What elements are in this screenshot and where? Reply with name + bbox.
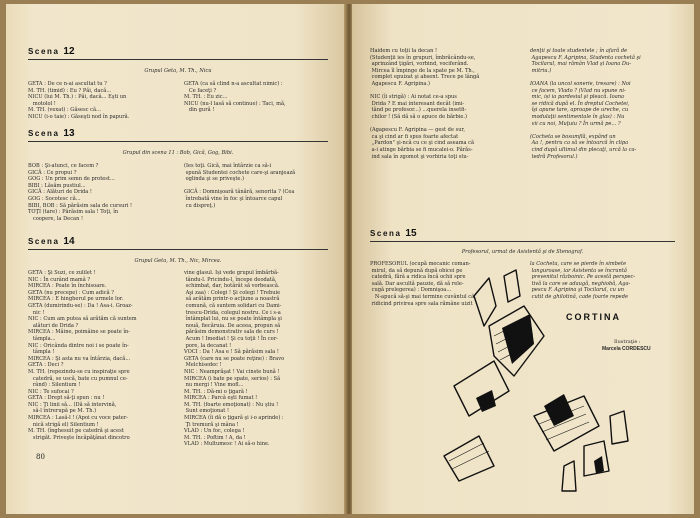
- scene-12-heading: Scena 12: [28, 46, 75, 57]
- scene-14-heading: Scena 14: [28, 236, 75, 247]
- scene-13-col1: BOB : Şi-atunci, ce facem ? GICĂ : Ce propui ? GOG : Un prim semn de protest... BIBI : Lăsăm pustiul... GICĂ : Alături de Drida ! GOG : Socotesc că... BIBI, BOB : Să părăsim sala de cursuri ! TOŢI (tare) : Părăsim sala ! Toţi, în coopere, la Decan !: [28, 163, 133, 222]
- scene-14-col1: GETA : Şi Suzi, ce zulilet ! NIC : În curând mamă ? MIRCEA : Poate în închisoare. GETA (nu precepe) : Cum adică ? MIRCEA : E hingherul pe urmele lor. GETA (dumirindu-se) : Da ! Asa-i. Groaz- nic ! NIC : Cum am putea să arătăm că suntem alături de Drida ? MIRCEA : Mâine, poimâine se poate în- tâmpla... NIC : Oricânda dintre noi i se poate în- tâmpla ! MIRCEA : Şi asta nu va întârzia, dacă... GETA : Deci ? M. TH. (repezindu-se cu inspiraţie spre catedră, se uscă, bate cu pumnul ce- rând) : Silentium ! NIC : Te sufocai ? GETA : Drept să-ţi spun : nu ! NIC : Ţi linii să... (Dă să intervină, să-l întrerupă pe M. Th.) MIRCEA : Lasă-l ! (Apoi cu voce pater- nică strigă el) Silentium ! M. TH. (înghesuit pe catedră şi acest strigăt. Priveşte încăpăţânat dincotro: [28, 270, 137, 441]
- scene-15-heading: Scena 15: [370, 228, 417, 239]
- illustration-credit-title: Ilustraţie :: [614, 339, 641, 345]
- cortina-heading: CORTINA: [566, 312, 621, 322]
- scene-13-col2: (Ies toţi. Gică, mai întârzie ca să-i spună Studentei cochete care-şi aranjează oglinda şi se priveşte.) GICĂ : Domnişoară tânără, senorita ? (Cea întrebată vine în foc şi întoarce capul cu dispreţ.): [184, 163, 296, 209]
- scene-15-col2: la Cocheta, care se pierde în simbete languroase, iar Asistenta se încruntă prevenitul războinic. Pe acestă perspec- tivă la care se adaugă, neghiobă, Aga- pescu F. Agripina şi Tocilarul, cu un cutit de ghilotină, cade foarte repede: [530, 261, 636, 300]
- scene-15-col1: PROFESORUL (ocupă mecanic coman- mirul, da să depună după obicei pe catedră, fără a ridica încă ochii spre sală. Dar ascultă pauzie, dă să rele- cugă prelegerea) : Domnişoa... N-apucă să-şi mai termine cuvântul că, ridicind privirea spre sala rămâne uizit: [370, 261, 476, 307]
- right-top-col2: denţii şi toate studentele ; în afară de Agapescu F. Agripina, Studenta cochetă şi Tocilarul, mai rămân Vlad şi Ioana Du- mitriu.) IOANA (la uncol sonerie, tresare) : Noi ce facem, Vlado ? (Vlad nu spune ni- mic, iși ia pardesiul şi pleacă. Ioana se ridică după el. În dreptul Cochetei, îşi apune tare, aproape de ureche, cu modulaţii sentimentale în glas) : Nu vii cu noi, Muţuiu ? În urmă pe... ? (Cocheta se bosumflă, expând un Aa !, pentru ca să se întoarcă în clipa cind după ultimul din plecaţi, urcă la ca- tedră Profesorul.): [530, 48, 641, 160]
- scene-12-col2: GETA (ca să clind n-a ascultat nimic) : Ce faceţi ? M. TH. : Eu zic... NICU (nu-l lasă să continue) : Taci, mă, din gură !: [184, 81, 286, 114]
- divider: [28, 141, 328, 142]
- divider: [370, 241, 675, 242]
- scene-12-group: Grupul Geta, M. Th., Nicu: [144, 68, 212, 74]
- scene-13-heading: Scena 13: [28, 128, 75, 139]
- abstract-figures-illustration: [434, 266, 634, 496]
- right-top-col1: Haidem cu toţii la decan ! (Studenţii ies în grupuri, îmbrăcându-se, aprinzând ţigări, vorbind, vociferând. Mircea îl împinge de la spate pe M. Th., complet epuizat şi absent. Trece pe lângă Agapescu F. Agripina.) NIC (îi strigă) : Ai notat ce-a spus Drida ? E mai interesant decât (imi- tând pe profesor...) ...querela insetfi- chilor ! (Să dă să o apuce de bărbie.) (Agapescu F. Agripina — gest de sur, ca şi cind ar fi spus foarte afectat „Pardon" şi-ncă cu ce şi cind aseama că a-i atinge bărbia se fi mucalei-o. Părăs- ind sala în zgomot şi vorbiria toţi stu-: [370, 48, 480, 160]
- book-spread: [6, 4, 694, 514]
- left-page: [6, 4, 346, 514]
- page-number: 80: [36, 453, 45, 461]
- illustration-credit-name: Marcela CORDESCU: [602, 346, 651, 352]
- scene-15-group: Profesorul, urmat de Asistentă şi de Stenograf.: [461, 249, 584, 255]
- right-page: [352, 4, 694, 514]
- scene-12-col1: GETA : De ce n-ai ascultat tu ? M. TH. (timid) : Eu ? Păi, dacă... NICU (lui M. Th.) : Păi, dacă... Eşti un motolol ! M. TH. (vexat) : Găsesc că... NICU (i-o taie) : Găseşti nod în papură.: [28, 81, 130, 120]
- divider: [28, 59, 328, 60]
- scene-14-col2: vine glasul. Iși vede grupul îmbărbă- tându-l. Pricindu-l, începe deodată, schimbat, dar, hotărât să vorbească. Aşi zaa) : Colegi ! Şi colegi ! Trebuie să arătăm printr-o acţiune a noastră comună, că suntem solidari cu Dami- trescu-Drida, colegul nostru. Ce i s-a întâmplat lui, nu se poate întâmpla şi nouă, fiecăruia. De aceea, propun să părăsim demonstrativ sala de curs ! Acum ! Imediat ! Şi cu toţii ! În cor- pore, la decanat ! VOCI : Da ! Asa e ! Să părăsim sala ! GETA (care nu se poate reţine) : Bravo Melchisedec ! NIC : Neamprăşat ! Vai cinste bună ! MIRCEA (i bate pe spate, serios) : Să nu mergi ! Vine mofl... M. TH. : Dă-mi o ţigară ! MIRCEA : Parcă eşti fumat ! M. TH. (foarte emoţionat) : Nu ştiu ! Sunt emoţionat ! MIRCEA (îi dă o ţigară şi i-o aprinde) : Ţi tremură şi mâna ! VLAD : Un foc, colega ! M. TH. : Poftim ! A, da ! VLAD : Multumesc ! Ai să-o hine.: [184, 270, 285, 448]
- scene-14-group: Grupul Geta, M. Th., Nic, Mircea.: [134, 258, 222, 264]
- divider: [28, 249, 328, 250]
- scene-13-group: Grupul din scena 11 : Bob, Gică, Gog, Bibi.: [122, 150, 234, 156]
